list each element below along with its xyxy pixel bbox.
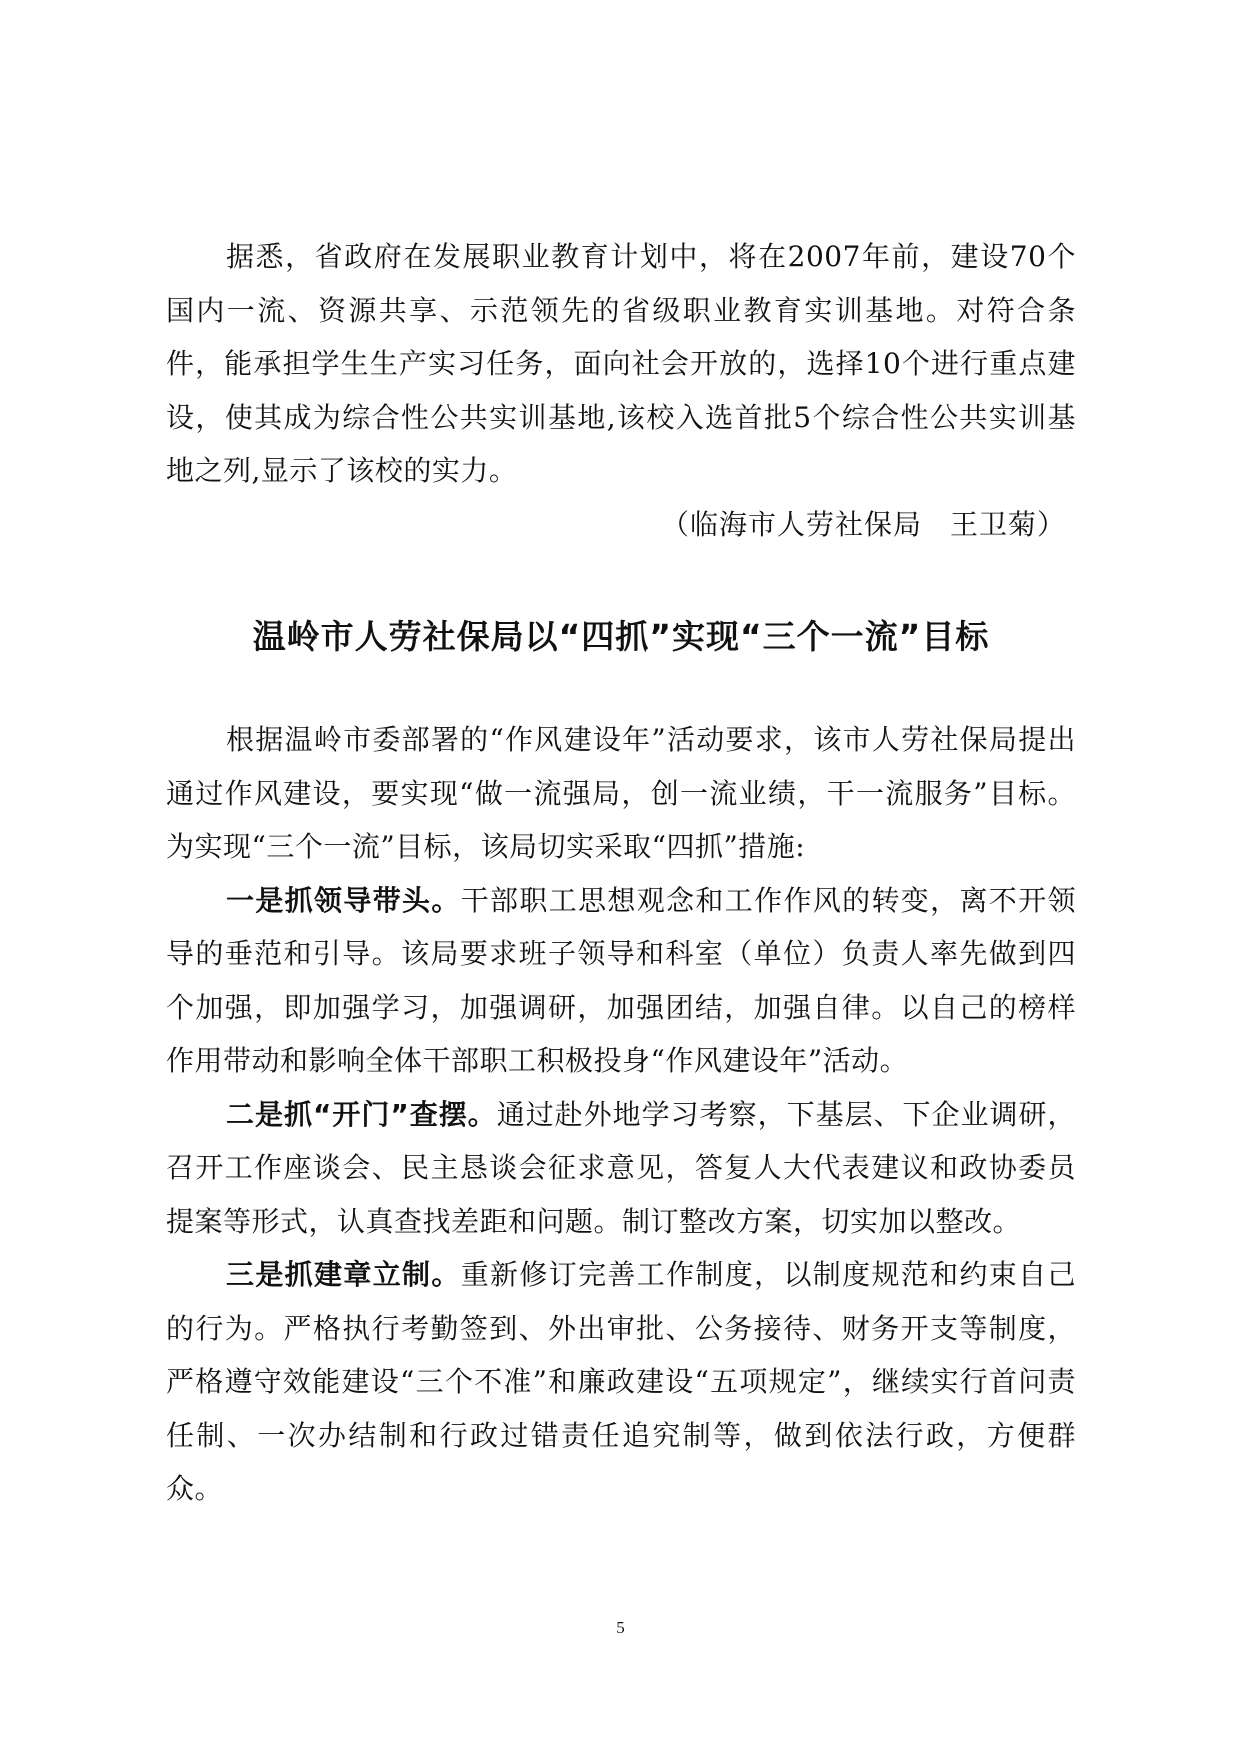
byline-org: 临海市人劳社保局 <box>689 507 922 541</box>
point-2-lead: 二是抓“开门”查摆。 <box>226 1097 497 1131</box>
point-1-lead: 一是抓领导带头。 <box>226 883 461 917</box>
page-number: 5 <box>616 1618 625 1637</box>
point-2-text: 通过赴外地学习考察，下基层、下企业调研，召开工作座谈会、民主恳谈会征求意见，答复人大代表建议和政协委员提案等形式，认真查找差距和问题。制订整改方案，切实加以整改。 <box>166 1097 1076 1238</box>
point-3 <box>166 1248 1076 1516</box>
article-title: 温岭市人劳社保局以“四抓”实现“三个一流”目标 <box>252 617 990 656</box>
byline-author: 王卫菊 <box>949 507 1037 541</box>
article-intro: 根据温岭市委部署的“作风建设年”活动要求，该市人劳社保局提出通过作风建设，要实现“做一流强局，创一流业绩，干一流服务”目标。为实现“三个一流”目标，该局切实采取“四抓”措施: <box>166 723 1076 863</box>
point-3-lead: 三是抓建章立制。 <box>226 1258 461 1291</box>
intro-paragraph: 据悉，省政府在发展职业教育计划中，将在2007年前，建设70个国内一流、资源共享、示范领先的省级职业教育实训基地。对符合条件，能承担学生生产实习任务，面向社会开放的，选择10个进行重点建设，使其成为综合性公共实训基地,该校入选首批5个综合性公共实训基地之列,显示了该校的实力。 <box>166 240 1076 487</box>
document-body <box>166 230 1076 1516</box>
point-1-text: 干部职工思想观念和工作作风的转变，离不开领导的垂范和引导。该局要求班子领导和科室（单位）负责人率先做到四个加强，即加强学习，加强调研，加强团结，加强自律。以自己的榜样作用带动和影响全体干部职工积极投身“作风建设年”活动。 <box>166 883 1076 1077</box>
byline-open: （ <box>660 507 690 541</box>
point-2 <box>166 1088 1076 1249</box>
point-1 <box>166 874 1076 1088</box>
point-3-text: 重新修订完善工作制度，以制度规范和约束自己的行为。严格执行考勤签到、外出审批、公务接待、财务开支等制度，严格遵守效能建设“三个不准”和廉政建设“五项规定”，继续实行首问责任制、一次办结制和行政过错责任追究制等，做到依法行政，方便群众。 <box>166 1258 1076 1505</box>
byline-close: ） <box>1036 507 1066 541</box>
byline <box>166 498 1076 552</box>
